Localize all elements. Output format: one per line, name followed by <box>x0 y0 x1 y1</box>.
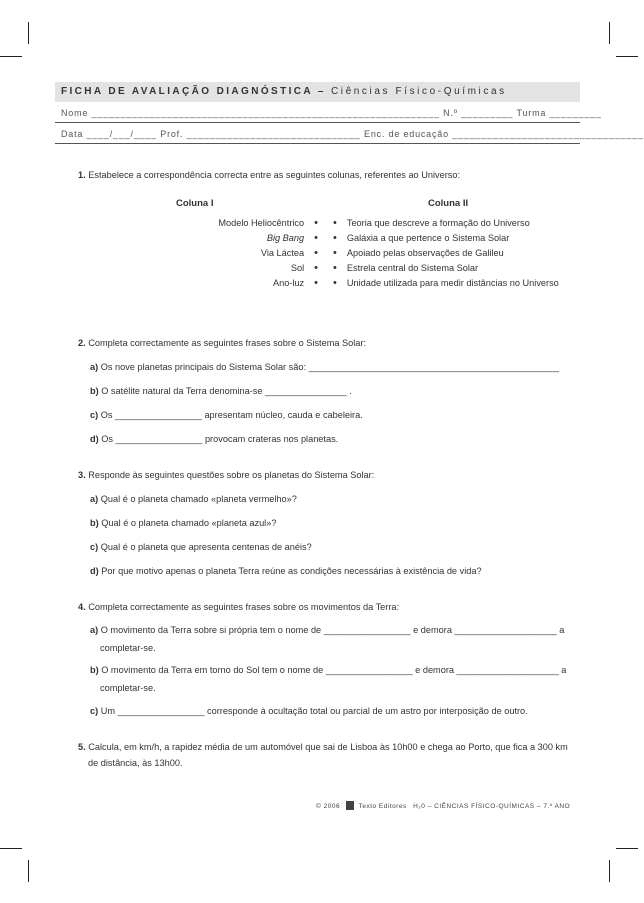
column-1-item[interactable]: Big Bang • <box>266 232 318 244</box>
crop-mark <box>28 22 29 44</box>
sub-question-a-continuation: completar-se. <box>100 643 156 653</box>
question-3 <box>78 468 568 578</box>
crop-mark <box>28 860 29 882</box>
sub-question-b[interactable]: b) O satélite natural da Terra denomina-se ________________ . <box>90 386 352 396</box>
date-info-row[interactable]: Data ____/___/____ Prof. ______________________________ Enc. de educação _________________________________ <box>61 129 644 139</box>
question-5 <box>78 740 568 770</box>
title-bar <box>55 82 580 102</box>
column-2-item[interactable]: • Unidade utilizada para medir distâncias no Universo <box>333 277 559 289</box>
worksheet-title: FICHA DE AVALIAÇÃO DIAGNÓSTICA <box>61 86 313 97</box>
question-number: 4. <box>78 602 86 612</box>
sub-question-b-continuation: completar-se. <box>100 683 156 693</box>
product-name: H₂0 – CIÊNCIAS FÍSICO-QUÍMICAS – 7.º ANO <box>413 803 571 810</box>
publisher-name: Texto Editores <box>358 803 407 810</box>
column-2-list <box>333 216 559 291</box>
column-1-title: Coluna I <box>176 198 214 209</box>
sub-question-a[interactable]: a) Os nove planetas principais do Sistema Solar são: _________________________________________________ <box>90 362 559 372</box>
question-text: 4. Completa correctamente as seguintes frases sobre os movimentos da Terra: <box>78 602 400 612</box>
question-2 <box>78 336 568 446</box>
question-text: 3. Responde às seguintes questões sobre os planetas do Sistema Solar: <box>78 470 375 480</box>
sub-question-b[interactable]: b) O movimento da Terra em torno do Sol tem o nome de _________________ e demora ____________________ a <box>90 665 567 675</box>
worksheet-content <box>78 168 568 770</box>
question-4 <box>78 600 568 718</box>
sub-question-b[interactable]: b) Qual é o planeta chamado «planeta azul»? <box>90 518 277 528</box>
matching-columns <box>78 198 568 298</box>
question-text: 1. Estabelece a correspondência correcta entre as seguintes colunas, referentes ao Universo: <box>78 170 461 180</box>
column-1-item[interactable]: Sol • <box>290 262 318 274</box>
sub-question-d[interactable]: d) Por que motivo apenas o planeta Terra reúne as condições necessárias à existência de vida? <box>90 566 482 576</box>
worksheet-header <box>55 82 644 144</box>
sub-question-a[interactable]: a) O movimento da Terra sobre si própria tem o nome de _________________ e demora ____________________ a <box>90 625 565 635</box>
question-number: 2. <box>78 338 86 348</box>
header-divider <box>55 143 580 144</box>
column-2-item[interactable]: • Apoiado pelas observações de Galileu <box>333 247 504 259</box>
column-1-item[interactable]: Ano-luz • <box>272 277 318 289</box>
question-text: 2. Completa correctamente as seguintes frases sobre o Sistema Solar: <box>78 338 367 348</box>
column-2-title: Coluna II <box>428 198 469 209</box>
crop-mark <box>609 22 610 44</box>
crop-mark <box>616 848 638 849</box>
question-text-continuation: de distância, às 13h00. <box>88 758 183 768</box>
question-number: 5. <box>78 742 86 752</box>
column-2-item[interactable]: • Teoria que descreve a formação do Universo <box>333 217 530 229</box>
sub-question-c[interactable]: c) Um _________________ corresponde à ocultação total ou parcial de um astro por interposição de outro. <box>90 706 528 716</box>
title-separator: – <box>317 86 326 97</box>
column-1-item[interactable]: Via Láctea • <box>260 247 318 259</box>
crop-mark <box>0 848 22 849</box>
page-footer <box>316 801 570 810</box>
column-2-item[interactable]: • Galáxia a que pertence o Sistema Solar <box>333 232 510 244</box>
question-number: 1. <box>78 170 86 180</box>
worksheet-subject: Ciências Físico-Químicas <box>330 86 507 97</box>
crop-mark <box>616 56 638 57</box>
column-2-item[interactable]: • Estrela central do Sistema Solar <box>333 262 479 274</box>
copyright: © 2006 <box>316 803 341 810</box>
question-1 <box>78 168 568 298</box>
column-1-item[interactable]: Modelo Heliocêntrico • <box>218 217 318 229</box>
sub-question-c[interactable]: c) Qual é o planeta que apresenta centenas de anéis? <box>90 542 312 552</box>
question-text: 5. Calcula, em km/h, a rapidez média de um automóvel que sai de Lisboa às 10h00 e chega ao Porto, que fica a 300 km <box>78 742 568 752</box>
sub-question-a[interactable]: a) Qual é o planeta chamado «planeta vermelho»? <box>90 494 297 504</box>
sub-question-d[interactable]: d) Os _________________ provocam crateras nos planetas. <box>90 434 339 444</box>
student-info-row[interactable]: Nome ____________________________________________________________ N.º _________ Turma _________ <box>61 108 602 118</box>
publisher-logo-icon <box>346 801 354 810</box>
column-1-list <box>218 216 318 291</box>
question-number: 3. <box>78 470 86 480</box>
crop-mark <box>0 56 22 57</box>
sub-question-c[interactable]: c) Os _________________ apresentam núcleo, cauda e cabeleira. <box>90 410 363 420</box>
crop-mark <box>609 860 610 882</box>
